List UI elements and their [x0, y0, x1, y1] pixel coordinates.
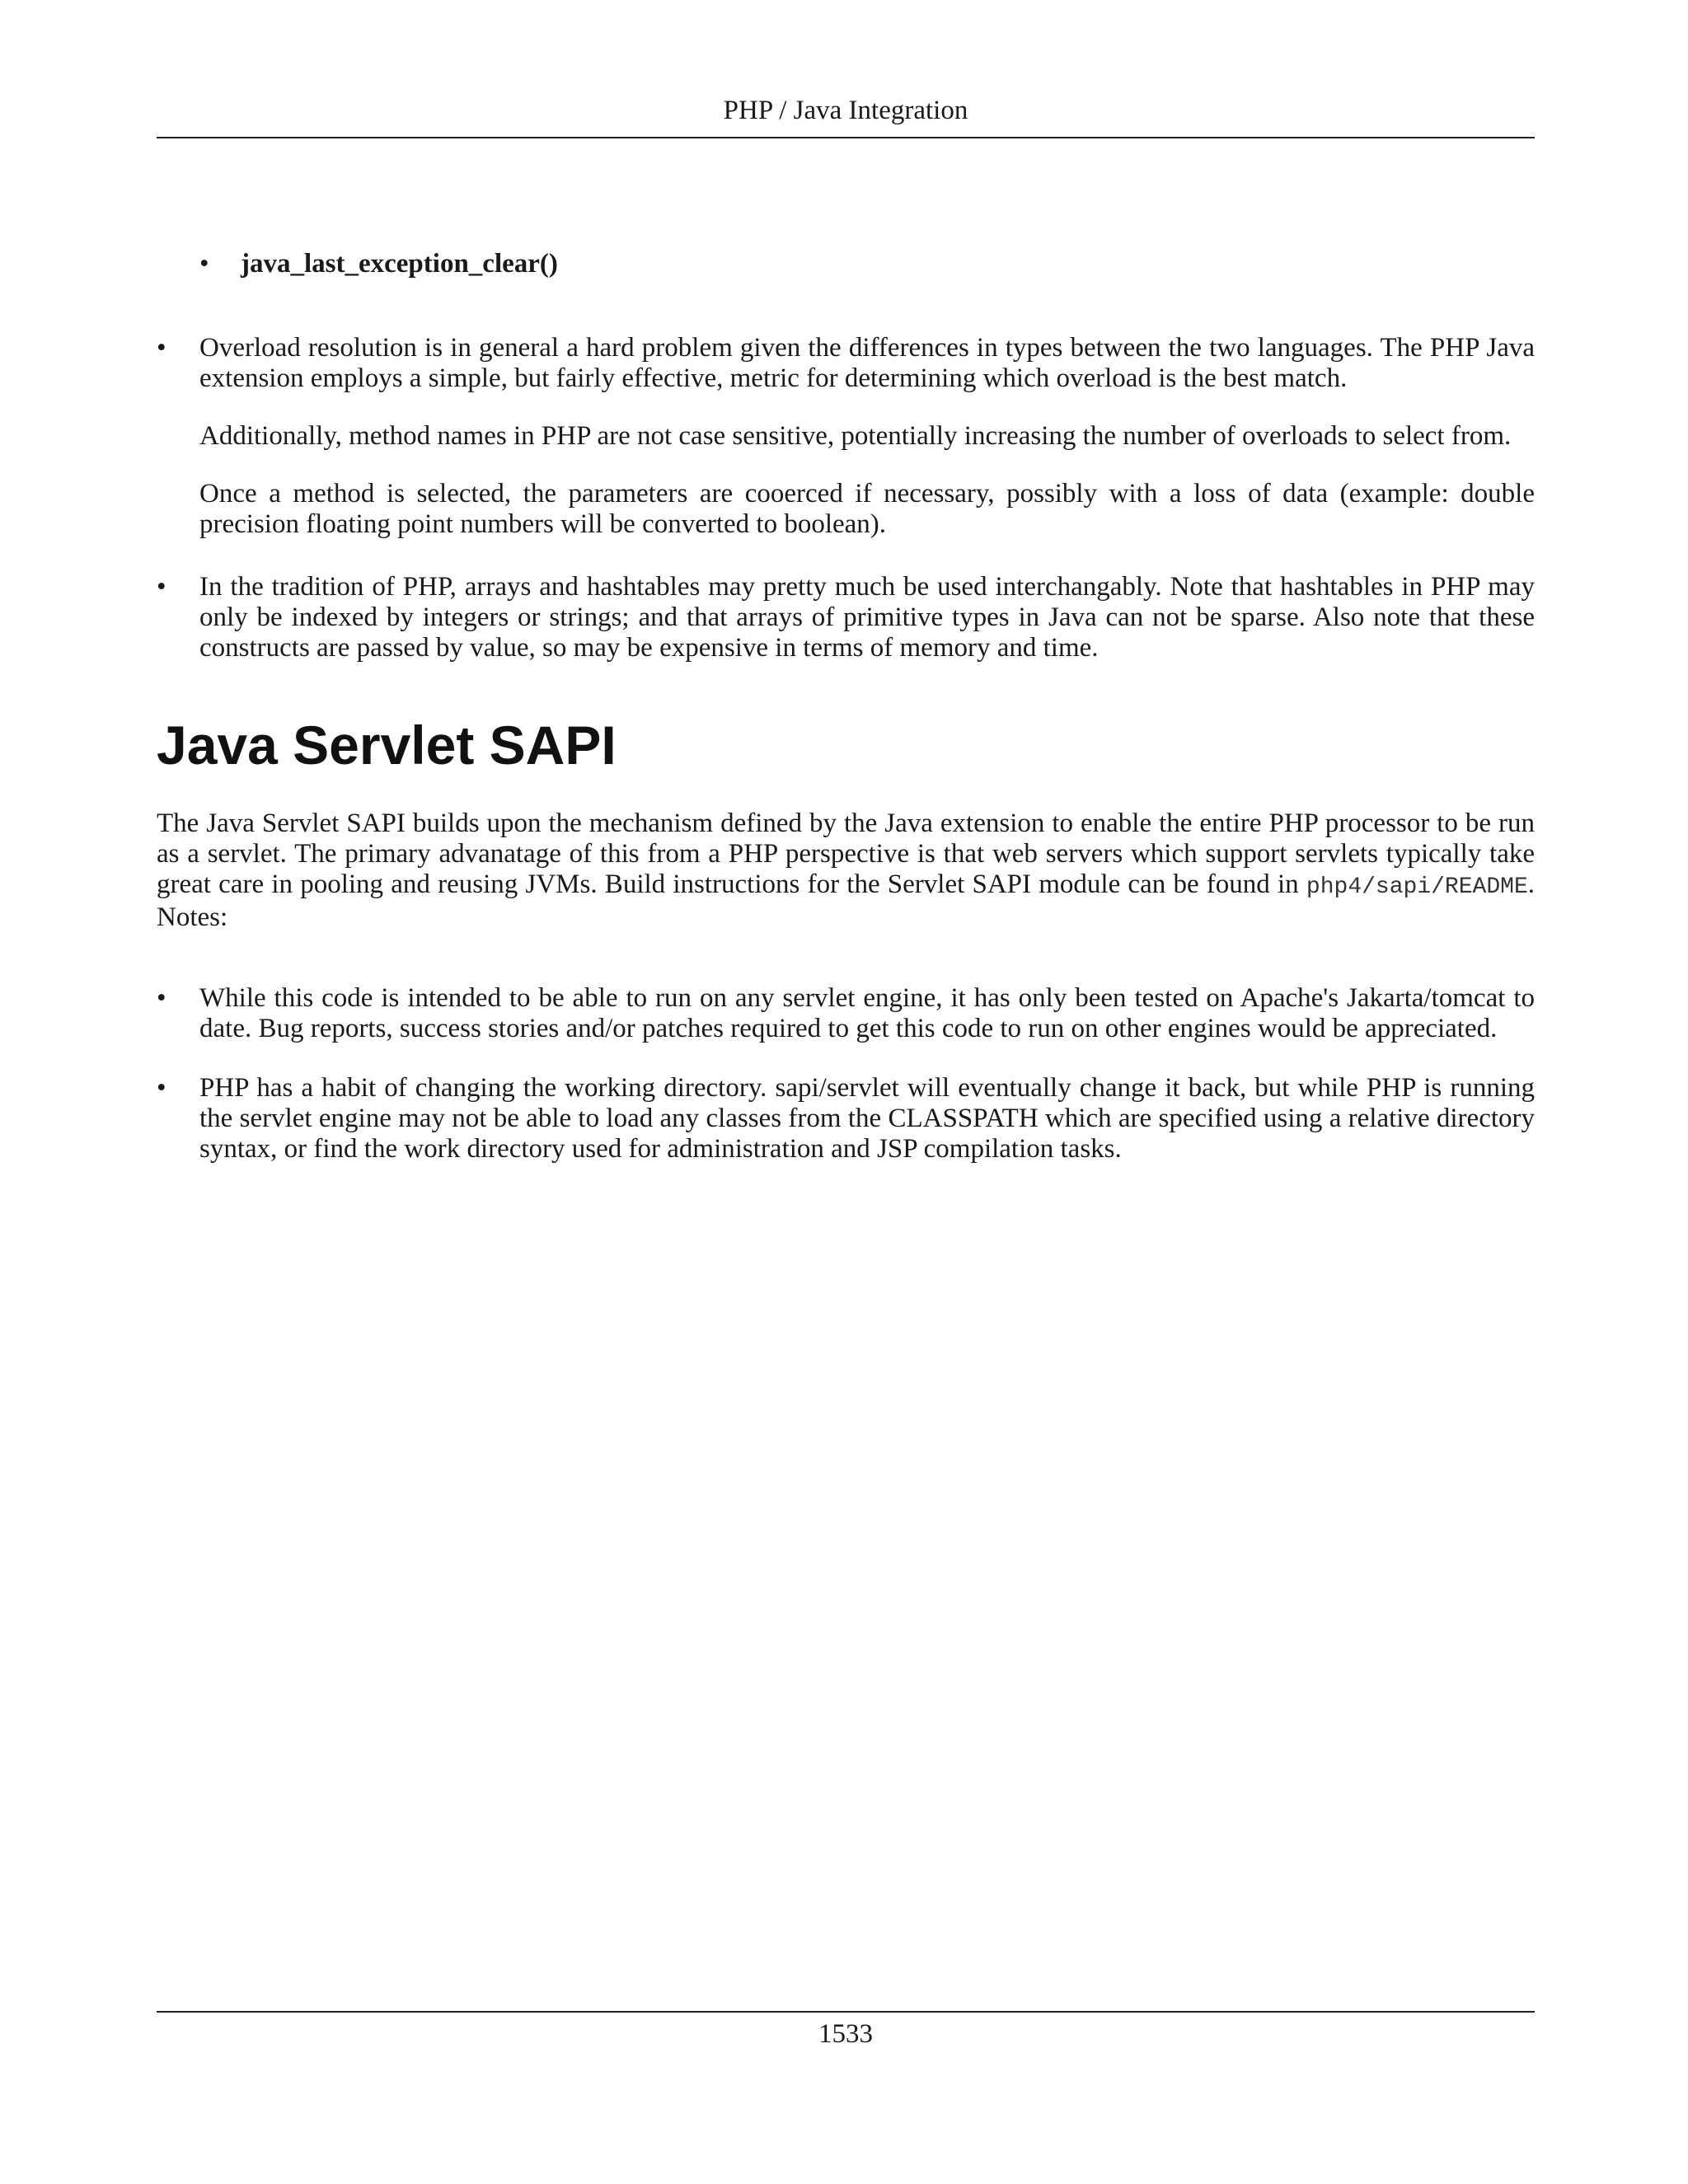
intro-tail: . Notes: — [157, 869, 1535, 932]
section-heading: Java Servlet SAPI — [157, 715, 617, 776]
bullet-icon: • — [157, 572, 166, 602]
arrays-paragraph: In the tradition of PHP, arrays and hashtables may pretty much be used interchangably. Note that hashtables in PHP may only be indexed by integers or strings; and that arrays of primitive types in Java can not be sparse. Also note that these constructs are passed by value, so may be expensive in terms of memory and time. — [199, 572, 1535, 663]
bullet-icon: • — [157, 1073, 166, 1103]
page-number: 1533 — [818, 2019, 873, 2049]
overload-paragraph-1: Overload resolution is in general a hard problem given the differences in types between the two languages. The PHP Java extension employs a simple, but fairly effective, metric for determining which overload is the best match. — [199, 333, 1535, 393]
bullet-icon: • — [157, 333, 166, 363]
intro-text: The Java Servlet SAPI builds upon the mechanism defined by the Java extension to enable the entire PHP processor to be run as a servlet. The primary advanatage of this from a PHP perspective is that web servers which support servlets typically take great care in pooling and reusing JVMs. Build instructions for the Servlet SAPI module can be found in — [157, 808, 1535, 899]
header-rule — [157, 137, 1535, 138]
running-header: PHP / Java Integration — [723, 96, 968, 125]
bullet-icon: • — [199, 249, 209, 279]
document-page — [157, 0, 1535, 2184]
section-intro-paragraph — [157, 808, 1535, 933]
note-paragraph: While this code is intended to be able to run on any servlet engine, it has only been tested on Apache's Jakarta/tomcat to date. Bug reports, success stories and/or patches required to get this code to run on other engines would be appreciated. — [199, 983, 1535, 1043]
overload-paragraph-2: Additionally, method names in PHP are not case sensitive, potentially increasing the number of overloads to select from. — [199, 421, 1512, 451]
readme-path: php4/sapi/README — [1306, 874, 1528, 900]
bullet-icon: • — [157, 983, 166, 1013]
footer-rule — [157, 2011, 1535, 2013]
note-paragraph: PHP has a habit of changing the working directory. sapi/servlet will eventually change it back, but while PHP is running the servlet engine may not be able to load any classes from the CLASSPATH which are specified using a relative directory syntax, or find the work directory used for administration and JSP compilation tasks. — [199, 1073, 1535, 1164]
overload-paragraph-3: Once a method is selected, the parameters are cooerced if necessary, possibly with a loss of data (example: double precision floating point numbers will be converted to boolean). — [199, 479, 1535, 539]
function-name: java_last_exception_clear() — [241, 249, 558, 279]
